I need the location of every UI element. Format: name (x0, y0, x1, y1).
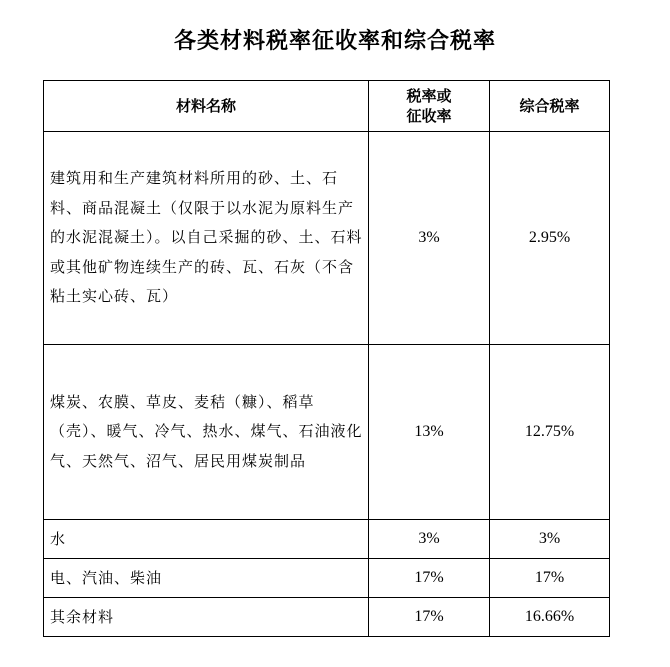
composite-rate-cell: 2.95% (490, 132, 610, 345)
tax-rate-table (43, 80, 610, 637)
table-row (44, 132, 610, 345)
page-title: 各类材料税率征收率和综合税率 (173, 28, 496, 54)
table-header-row (44, 81, 610, 132)
tax-rate-cell: 3% (369, 520, 490, 559)
header-tax-rate-line2: 征收率 (406, 107, 452, 125)
composite-rate-cell: 12.75% (490, 345, 610, 520)
composite-rate-cell: 17% (490, 559, 610, 598)
tax-rate-cell: 3% (369, 132, 490, 345)
header-composite-rate: 综合税率 (490, 81, 610, 132)
header-tax-rate-line1: 税率或 (406, 87, 452, 105)
header-tax-rate (369, 81, 490, 132)
table-row (44, 520, 610, 559)
header-material-name: 材料名称 (44, 81, 369, 132)
tax-rate-cell: 17% (369, 559, 490, 598)
tax-rate-cell: 13% (369, 345, 490, 520)
material-name-cell: 其余材料 (44, 598, 369, 637)
table-row (44, 598, 610, 637)
table-row (44, 559, 610, 598)
material-name-cell: 建筑用和生产建筑材料所用的砂、土、石料、商品混凝土（仅限于以水泥为原料生产的水泥混凝土）。以自己采掘的砂、土、石料或其他矿物连续生产的砖、瓦、石灰（不含粘土实心砖、瓦） (44, 132, 369, 345)
tax-rate-cell: 17% (369, 598, 490, 637)
table-row (44, 345, 610, 520)
material-name-cell: 水 (44, 520, 369, 559)
material-name-cell: 煤炭、农膜、草皮、麦秸（糠）、稻草（壳）、暖气、冷气、热水、煤气、石油液化气、天然气、沼气、居民用煤炭制品 (44, 345, 369, 520)
composite-rate-cell: 16.66% (490, 598, 610, 637)
material-name-cell: 电、汽油、柴油 (44, 559, 369, 598)
composite-rate-cell: 3% (490, 520, 610, 559)
